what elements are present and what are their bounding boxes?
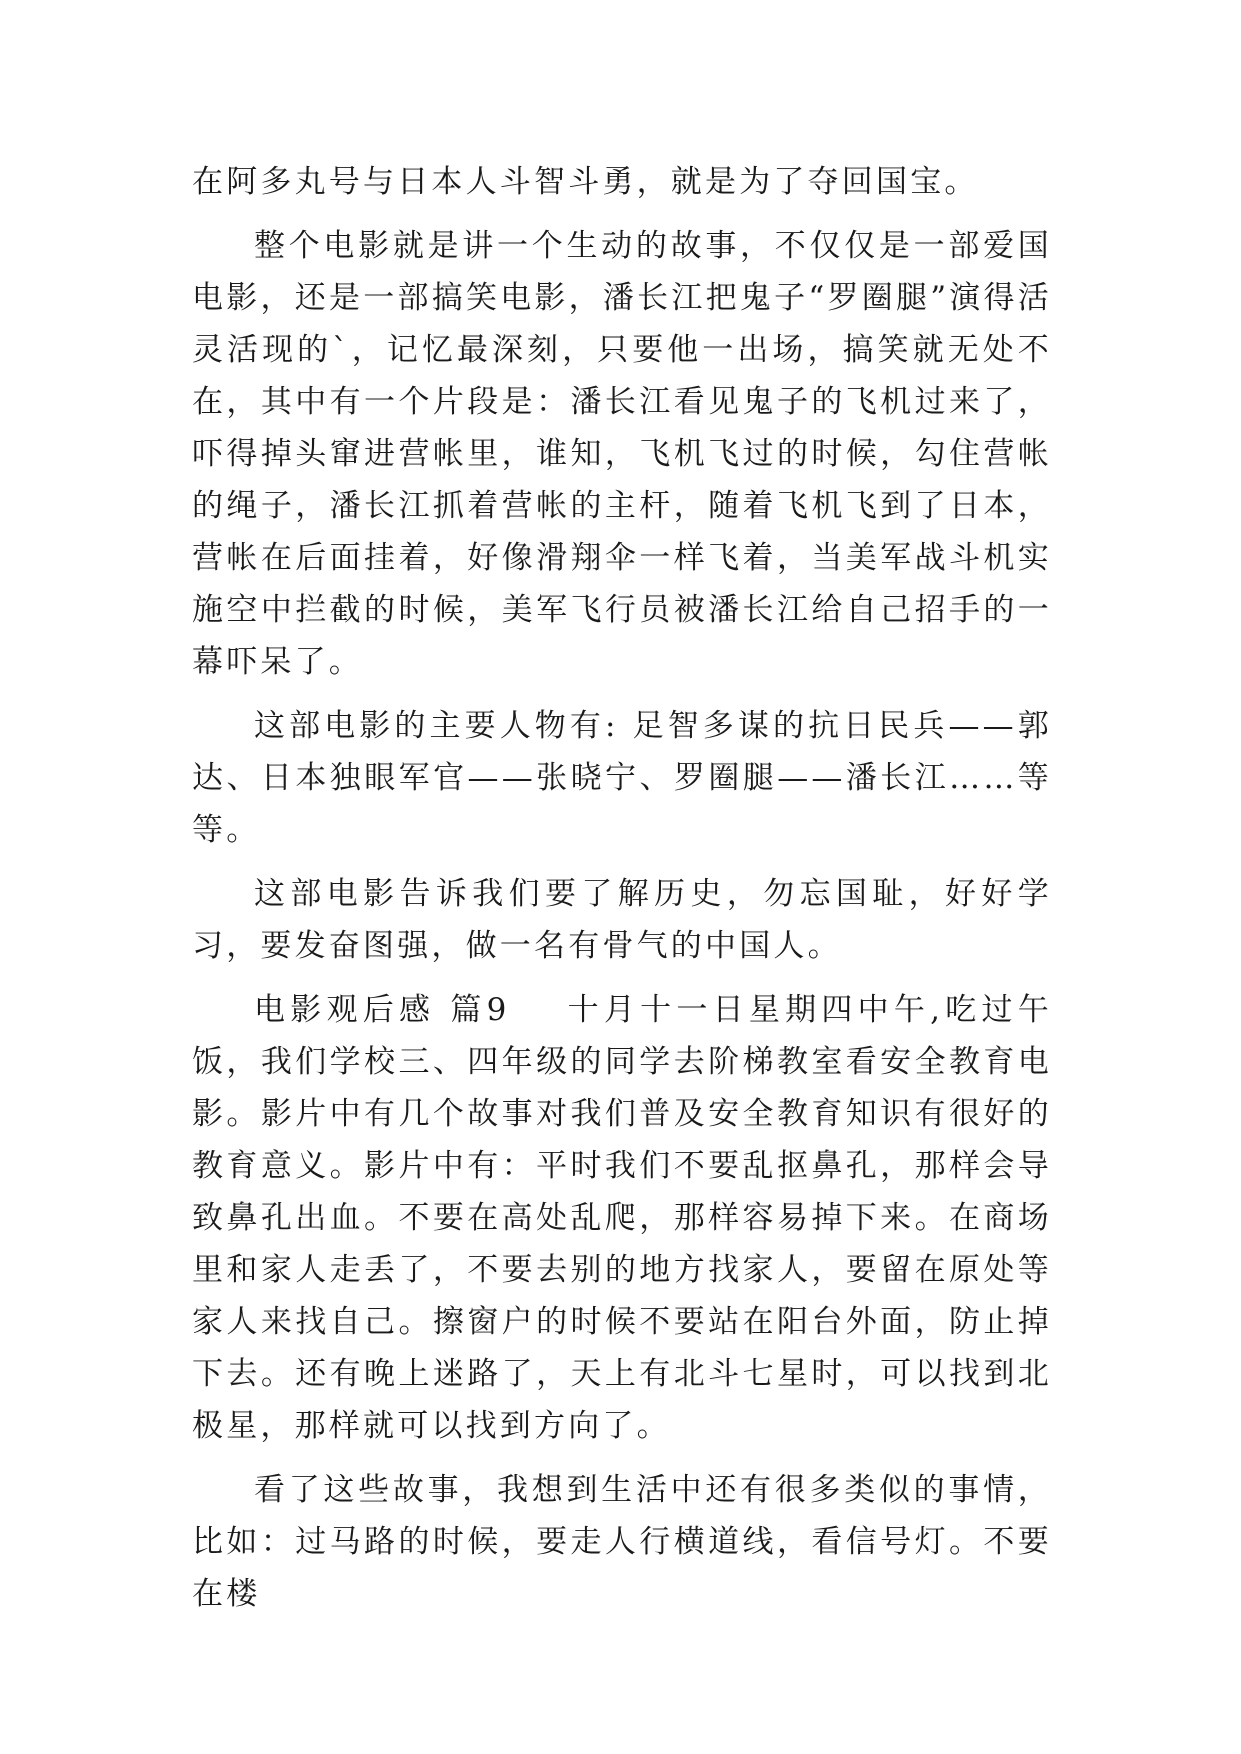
section-paragraph bbox=[192, 984, 1052, 1452]
paragraph-continuation: 在阿多丸号与日本人斗智斗勇，就是为了夺回国宝。 bbox=[192, 164, 979, 200]
paragraph-reflection: 看了这些故事，我想到生活中还有很多类似的事情，比如：过马路的时候，要走人行横道线，看信号灯。不要在楼 bbox=[192, 1472, 1052, 1612]
paragraph-lesson: 这部电影告诉我们要了解历史，勿忘国耻，好好学习，要发奋图强，做一名有骨气的中国人。 bbox=[192, 876, 1052, 964]
section-heading: 电影观后感 篇9 bbox=[254, 992, 510, 1028]
document-body bbox=[192, 156, 1052, 1632]
paragraph-movie-story: 整个电影就是讲一个生动的故事，不仅仅是一部爱国电影，还是一部搞笑电影，潘长江把鬼子“罗圈腿”演得活灵活现的`，记忆最深刻，只要他一出场，搞笑就无处不在，其中有一个片段是：潘长江看见鬼子的飞机过来了，吓得掉头窜进营帐里，谁知，飞机飞过的时候，勾住营帐的绳子，潘长江抓着营帐的主杆，随着飞机飞到了日本，营帐在后面挂着，好像滑翔伞一样飞着，当美军战斗机实施空中拦截的时候，美军飞行员被潘长江给自己招手的一幕吓呆了。 bbox=[192, 228, 1052, 680]
section-text: 十月十一日星期四中午,吃过午饭，我们学校三、四年级的同学去阶梯教室看安全教育电影。影片中有几个故事对我们普及安全教育知识有很好的教育意义。影片中有：平时我们不要乱抠鼻孔，那样会导致鼻孔出血。不要在高处乱爬，那样容易掉下来。在商场里和家人走丢了，不要去别的地方找家人，要留在原处等家人来找自己。擦窗户的时候不要站在阳台外面，防止掉下去。还有晚上迷路了，天上有北斗七星时，可以找到北极星，那样就可以找到方向了。 bbox=[192, 992, 1052, 1444]
paragraph-main-characters: 这部电影的主要人物有: 足智多谋的抗日民兵——郭达、日本独眼军官——张晓宁、罗圈腿——潘长江……等等。 bbox=[192, 708, 1052, 848]
